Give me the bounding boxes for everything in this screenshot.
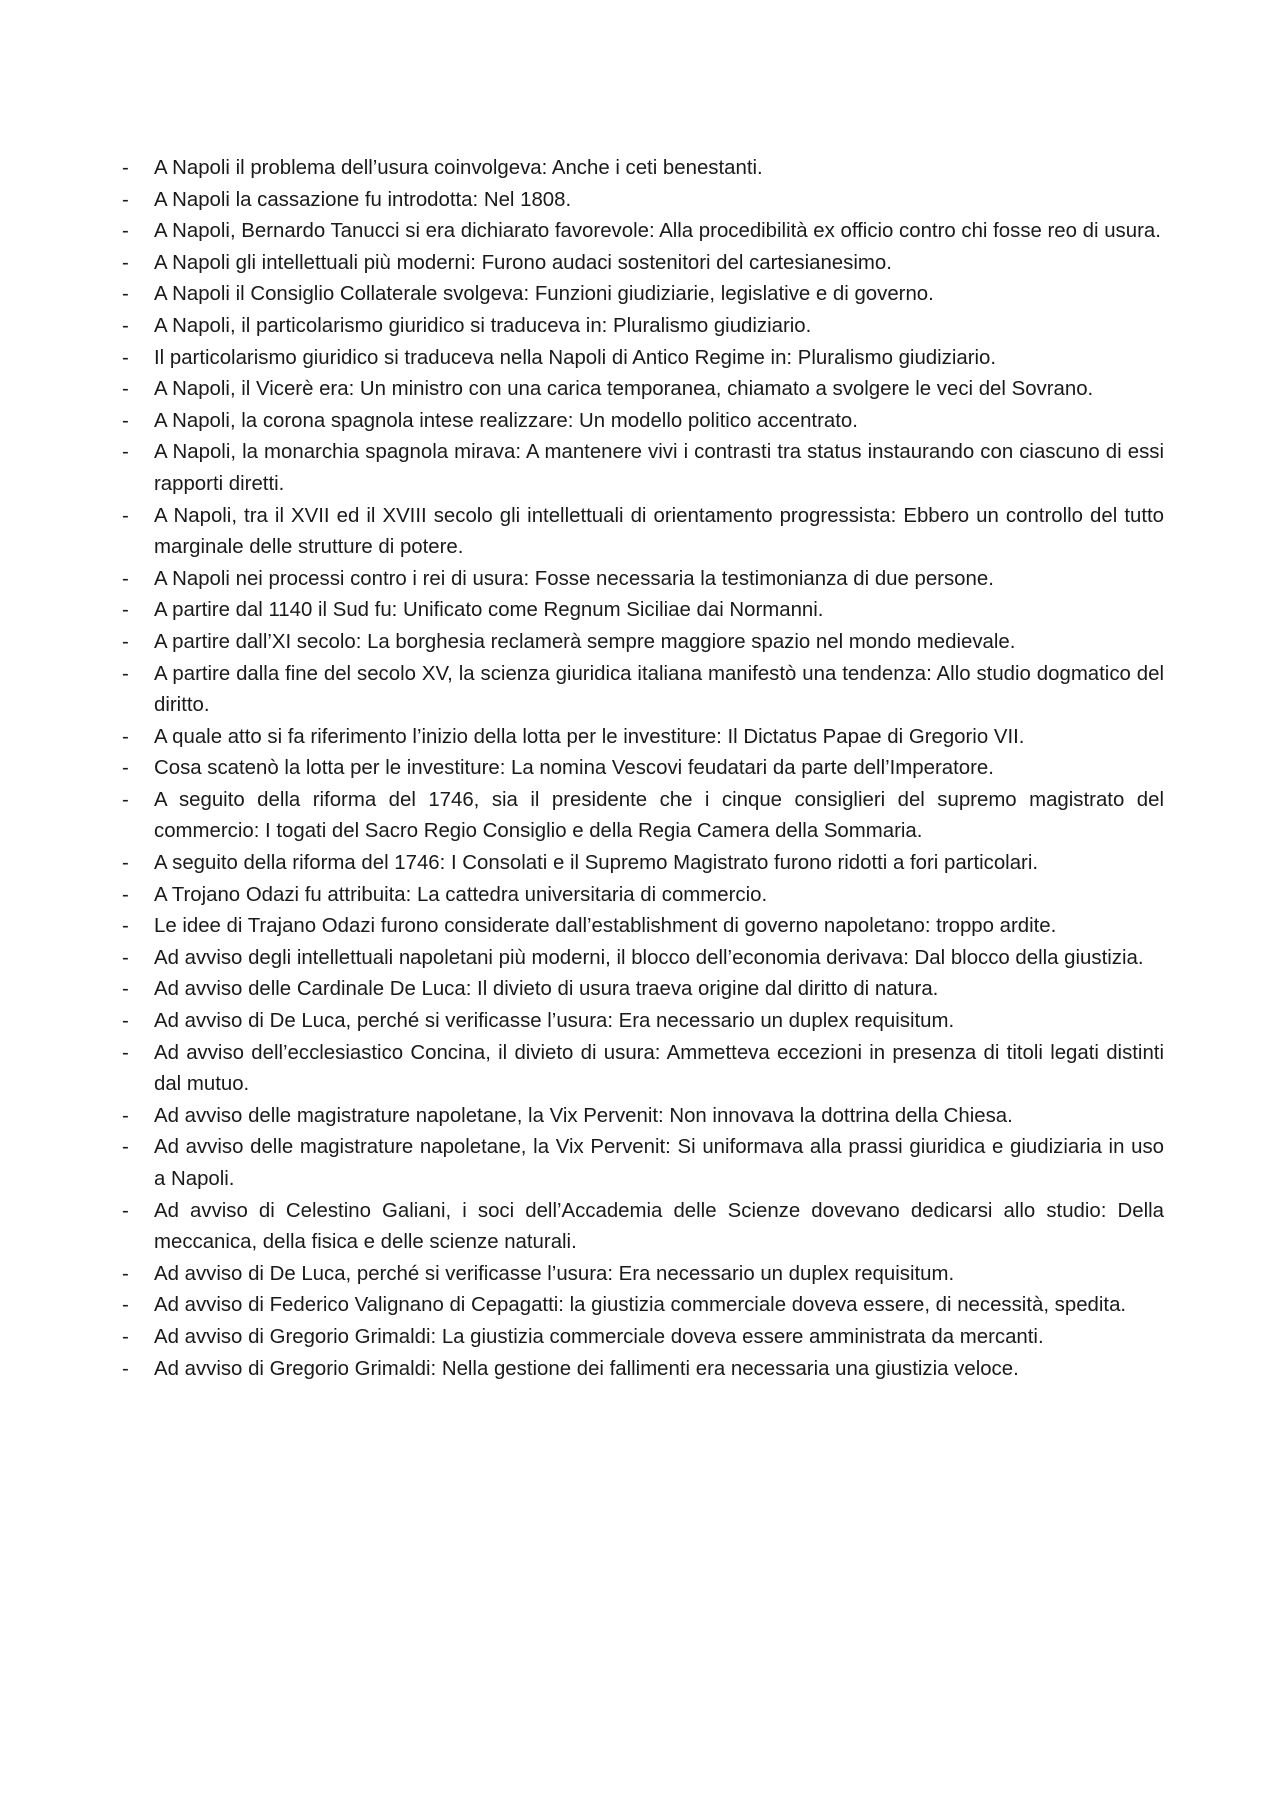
list-item-text: Ad avviso delle magistrature napoletane, la Vix Pervenit: Si uniformava alla prassi giuridica e giudiziaria in uso a Napoli. (154, 1136, 1164, 1190)
bullet-dash: - (122, 1104, 129, 1127)
bullet-dash: - (122, 283, 129, 306)
list-item (122, 279, 1164, 311)
list-item (122, 343, 1164, 375)
bullet-dash: - (122, 788, 129, 811)
list-item (122, 185, 1164, 217)
bullet-dash: - (122, 1262, 129, 1285)
list-item-text: A seguito della riforma del 1746, sia il presidente che i cinque consiglieri del supremo magistrato del commercio: I togati del Sacro Regio Consiglio e della Regia Camera della Sommaria. (154, 788, 1164, 843)
list-item-text: A Napoli nei processi contro i rei di usura: Fosse necessaria la testimonianza di due persone. (154, 567, 994, 590)
list-item (122, 848, 1164, 880)
list-item-text: Ad avviso di Celestino Galiani, i soci dell’Accademia delle Scienze dovevano dedicarsi allo studio: Della meccanica, della fisica e delle scienze naturali. (154, 1199, 1164, 1254)
list-item-text: Ad avviso di Gregorio Grimaldi: Nella gestione dei fallimenti era necessaria una giustizia veloce. (154, 1357, 1019, 1380)
list-item (122, 659, 1164, 722)
bullet-dash: - (122, 725, 129, 748)
list-item (122, 311, 1164, 343)
bullet-dash: - (122, 757, 129, 780)
list-item-text: A Napoli gli intellettuali più moderni: Furono audaci sostenitori del cartesianesimo. (154, 251, 892, 274)
list-item (122, 627, 1164, 659)
bullet-dash: - (122, 251, 129, 274)
bullet-dash: - (122, 946, 129, 969)
list-item-text: A Napoli, il particolarismo giuridico si traduceva in: Pluralismo giudiziario. (154, 314, 812, 337)
list-item-text: A Napoli, il Vicerè era: Un ministro con una carica temporanea, chiamato a svolgere le veci del Sovrano. (154, 378, 1094, 401)
bullet-dash: - (122, 1325, 129, 1348)
list-item-text: Ad avviso di Gregorio Grimaldi: La giustizia commerciale doveva essere amministrata da mercanti. (154, 1325, 1044, 1348)
list-item (122, 406, 1164, 438)
list-item (122, 880, 1164, 912)
bullet-dash: - (122, 1199, 129, 1222)
list-item-text: Ad avviso delle magistrature napoletane, la Vix Pervenit: Non innovava la dottrina della Chiesa. (154, 1104, 1013, 1127)
bullet-dash: - (122, 915, 129, 938)
list-item-text: A Trojano Odazi fu attribuita: La cattedra universitaria di commercio. (154, 883, 768, 906)
bullet-dash: - (122, 409, 129, 432)
bullet-dash: - (122, 314, 129, 337)
bullet-list (122, 153, 1164, 1385)
bullet-dash: - (122, 441, 129, 464)
bullet-dash: - (122, 1357, 129, 1380)
list-item-text: A Napoli, Bernardo Tanucci si era dichiarato favorevole: Alla procedibilità ex officio contro chi fosse reo di usura. (154, 220, 1161, 243)
list-item-text: Ad avviso di De Luca, perché si verificasse l’usura: Era necessario un duplex requisitum. (154, 1010, 955, 1033)
list-item (122, 216, 1164, 248)
list-item (122, 1006, 1164, 1038)
list-item (122, 974, 1164, 1006)
list-item-text: Ad avviso degli intellettuali napoletani più moderni, il blocco dell’economia derivava: Dal blocco della giustizia. (154, 946, 1144, 969)
list-item (122, 595, 1164, 627)
bullet-dash: - (122, 978, 129, 1001)
list-item (122, 248, 1164, 280)
list-item (122, 374, 1164, 406)
bullet-dash: - (122, 378, 129, 401)
bullet-dash: - (122, 188, 129, 211)
bullet-dash: - (122, 1136, 129, 1159)
list-item (122, 1354, 1164, 1386)
list-item-text: A Napoli, la monarchia spagnola mirava: A mantenere vivi i contrasti tra status instaurando con ciascuno di essi rapporti diretti. (154, 441, 1164, 495)
list-item-text: Ad avviso di Federico Valignano di Cepagatti: la giustizia commerciale doveva essere, di necessità, spedita. (154, 1294, 1127, 1317)
list-item (122, 1038, 1164, 1101)
list-item (122, 437, 1164, 500)
bullet-dash: - (122, 662, 129, 685)
bullet-dash: - (122, 157, 129, 179)
bullet-dash: - (122, 346, 129, 369)
list-item (122, 501, 1164, 564)
list-item-text: A Napoli, tra il XVII ed il XVIII secolo gli intellettuali di orientamento progressista: Ebbero un controllo del tutto marginale delle strutture di potere. (154, 504, 1164, 559)
list-item (122, 1290, 1164, 1322)
list-item-text: A partire dall’XI secolo: La borghesia reclamerà sempre maggiore spazio nel mondo medievale. (154, 630, 1016, 653)
list-item-text: A partire dalla fine del secolo XV, la scienza giuridica italiana manifestò una tendenza: Allo studio dogmatico del diritto. (154, 662, 1164, 717)
list-item-text: A partire dal 1140 il Sud fu: Unificato come Regnum Siciliae dai Normanni. (154, 599, 824, 622)
list-item (122, 1101, 1164, 1133)
bullet-dash: - (122, 630, 129, 653)
bullet-dash: - (122, 567, 129, 590)
list-item (122, 153, 1164, 185)
bullet-dash: - (122, 504, 129, 527)
list-item-text: Cosa scatenò la lotta per le investiture: La nomina Vescovi feudatari da parte dell’Imperatore. (154, 757, 994, 780)
list-item (122, 564, 1164, 596)
list-item (122, 1259, 1164, 1291)
list-item (122, 911, 1164, 943)
list-item-text: Ad avviso delle Cardinale De Luca: Il divieto di usura traeva origine dal diritto di natura. (154, 978, 939, 1001)
list-item (122, 943, 1164, 975)
list-item-text: A seguito della riforma del 1746: I Consolati e il Supremo Magistrato furono ridotti a fori particolari. (154, 852, 1039, 875)
list-item-text: A quale atto si fa riferimento l’inizio della lotta per le investiture: Il Dictatus Papae di Gregorio VII. (154, 725, 1025, 748)
bullet-dash: - (122, 883, 129, 906)
bullet-dash: - (122, 1041, 129, 1064)
list-item-text: Le idee di Trajano Odazi furono considerate dall’establishment di governo napoletano: troppo ardite. (154, 915, 1057, 938)
bullet-dash: - (122, 220, 129, 243)
list-item-text: A Napoli, la corona spagnola intese realizzare: Un modello politico accentrato. (154, 409, 858, 432)
list-item-text: Ad avviso di De Luca, perché si verificasse l’usura: Era necessario un duplex requisitum. (154, 1262, 955, 1285)
list-item (122, 753, 1164, 785)
bullet-dash: - (122, 1010, 129, 1033)
list-item (122, 1196, 1164, 1259)
list-item-text: A Napoli il Consiglio Collaterale svolgeva: Funzioni giudiziarie, legislative e di governo. (154, 283, 934, 306)
list-item-text: A Napoli la cassazione fu introdotta: Nel 1808. (154, 188, 572, 211)
list-item (122, 722, 1164, 754)
bullet-dash: - (122, 1294, 129, 1317)
bullet-dash: - (122, 599, 129, 622)
list-item-text: Ad avviso dell’ecclesiastico Concina, il divieto di usura: Ammetteva eccezioni in presenza di titoli legati distinti dal mutuo. (154, 1041, 1164, 1096)
list-item (122, 1132, 1164, 1195)
list-item-text: Il particolarismo giuridico si traduceva nella Napoli di Antico Regime in: Pluralismo giudiziario. (154, 346, 997, 369)
list-item (122, 1322, 1164, 1354)
list-item (122, 785, 1164, 848)
bullet-dash: - (122, 852, 129, 875)
list-item-text: A Napoli il problema dell’usura coinvolgeva: Anche i ceti benestanti. (154, 157, 763, 179)
